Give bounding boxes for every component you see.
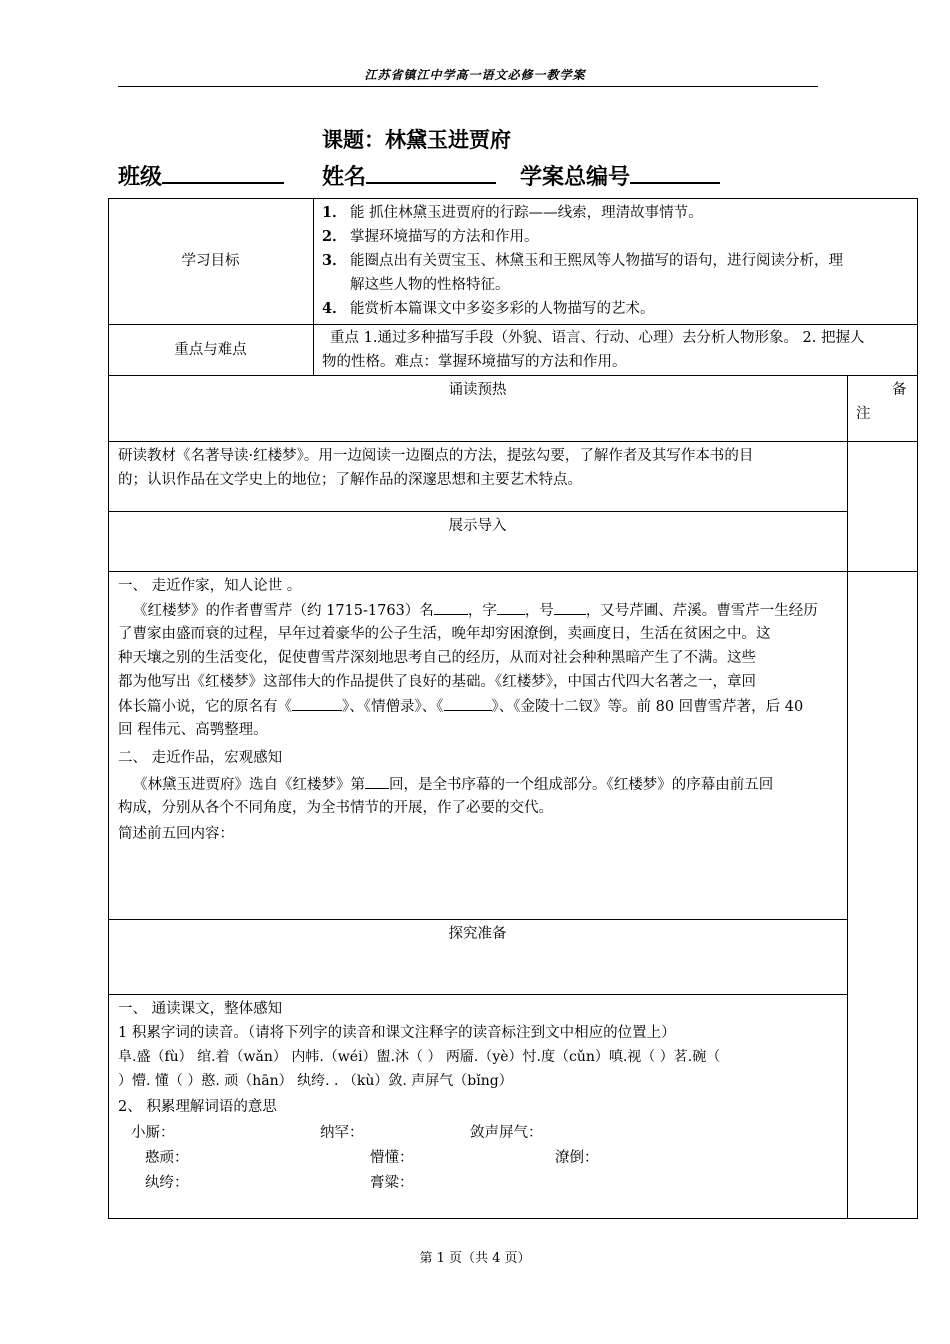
vocabulary-question: 2、 积累理解词语的意思 [118,1099,277,1115]
summary-prompt: 简述前五回内容： [118,826,234,842]
vocab-item: 膏粱： [370,1175,414,1191]
goal-item: 2． 掌握环境描写的方法和作用。 [322,228,539,245]
author-paragraph-line: 都为他写出《红楼梦》这部伟大的作品提供了良好的基础。《红楼梦》，中国古代四大名著之一，章回 [118,674,756,690]
notes-label-2: 注 [856,406,871,422]
fill-blank [497,598,525,615]
section-author-title: 一、 走近作家，知人论世 。 [118,578,302,594]
goals-label: 学习目标 [181,253,240,269]
key-line-2: 物的性格。难点：掌握环境描写的方法和作用。 [322,354,627,370]
pronunciation-list-line: 阜.盛（fù） 绾.着（wǎn） 内帏.（wéi）盥.沐（ ） 两靥.（yè）忖.度（cǔn）嗔.视（ ）茗.碗（ [118,1049,721,1065]
display-heading: 展示导入 [448,518,507,534]
page-title: 课题：林黛玉进贾府 [322,128,511,152]
class-label: 班级 [118,165,163,190]
id-label: 学案总编号 [520,165,631,190]
vocab-item: 懵懂： [370,1150,414,1166]
key-line-1: 重点 1.通过多种描写手段（外貌、语言、行动、心理）去分析人物形象。 2. 把握人 [330,330,865,346]
preview-line-1: 研读教材《名著导读·红楼梦》。用一边阅读一边圈点的方法，提弦勾要，了解作者及其写作本书的目 [118,448,754,464]
class-field [118,160,284,191]
author-paragraph-line: 种天壤之别的生活变化，促使曹雪芹深刻地思考自己的经历，从而对社会种种黑暗产生了不满。这些 [118,650,756,666]
preview-heading: 诵读预热 [448,382,507,398]
vocab-item: 小厮： [131,1125,175,1141]
author-paragraph-line: 体长篇小说，它的原名有《 》、《情僧录》、《 》、《金陵十二钗》等。前 80 回曹雪芹著，后 40 [118,694,803,719]
page-header: 江苏省镇江中学高一语文必修一教学案 [364,68,586,82]
id-field [520,160,720,191]
pronunciation-question: 1 积累字词的读音。（请将下列字的读音和课文注释字的读音标注到文中相应的位置上） [118,1025,676,1041]
fill-blank [434,598,468,615]
fill-blank [365,772,389,789]
name-label: 姓名 [322,165,367,190]
goal-item-continued: 解这些人物的性格特征。 [350,277,510,293]
vocab-item: 憨顽： [145,1150,189,1166]
header-divider [118,86,818,87]
work-paragraph-line: 构成，分别从各个不同角度，为全书情节的开展，作了必要的交代。 [118,800,553,816]
page-number: 第 1 页（共 4 页） [419,1251,531,1266]
author-paragraph-line: 《红楼梦》的作者曹雪芹（约 1715-1763）名 ，字 ，号 ，又号芹圃、芹溪。曹雪芹一生经历 [133,598,818,623]
author-paragraph-line: 回 程伟元、高鹗整理。 [118,722,268,738]
vocab-item: 潦倒： [555,1150,599,1166]
vocab-item: 敛声屏气： [470,1125,543,1141]
id-blank [630,162,720,184]
section-work-title: 二、 走近作品，宏观感知 [118,750,283,766]
name-field [322,160,496,191]
key-label: 重点与难点 [174,342,247,358]
preview-line-2: 的；认识作品在文学史上的地位；了解作品的深邃思想和主要艺术特点。 [118,472,582,488]
work-paragraph-line: 《林黛玉进贾府》选自《红楼梦》第 回，是全书序幕的一个组成部分。《红楼梦》的序幕由前五回 [133,772,773,797]
fill-blank [554,598,586,615]
name-blank [366,162,496,184]
class-blank [162,162,284,184]
vocab-item: 纨绔： [145,1175,189,1191]
goal-item: 3． 能圈点出有关贾宝玉、林黛玉和王熙凤等人物描写的语句，进行阅读分析，理 [322,252,843,269]
fill-blank [292,694,342,711]
goal-item: 4． 能赏析本篇课文中多姿多彩的人物描写的艺术。 [322,300,655,317]
author-paragraph-line: 了曹家由盛而衰的过程，早年过着豪华的公子生活，晚年却穷困潦倒，卖画度日，生活在贫困之中。这 [118,626,771,642]
fill-blank [444,694,492,711]
goal-item: 1． 能 抓住林黛玉进贾府的行踪——线索，理清故事情节。 [322,204,703,221]
section-reading-title: 一、 通读课文，整体感知 [118,1001,283,1017]
pronunciation-list-line: ）懵. 懂（ ）憨. 顽（hān） 纨绔. . （kù）敛. 声屏气（bǐng） [118,1073,513,1089]
notes-label-1: 备 [892,382,907,398]
explore-heading: 探究准备 [448,926,507,942]
vocab-item: 纳罕： [320,1125,364,1141]
